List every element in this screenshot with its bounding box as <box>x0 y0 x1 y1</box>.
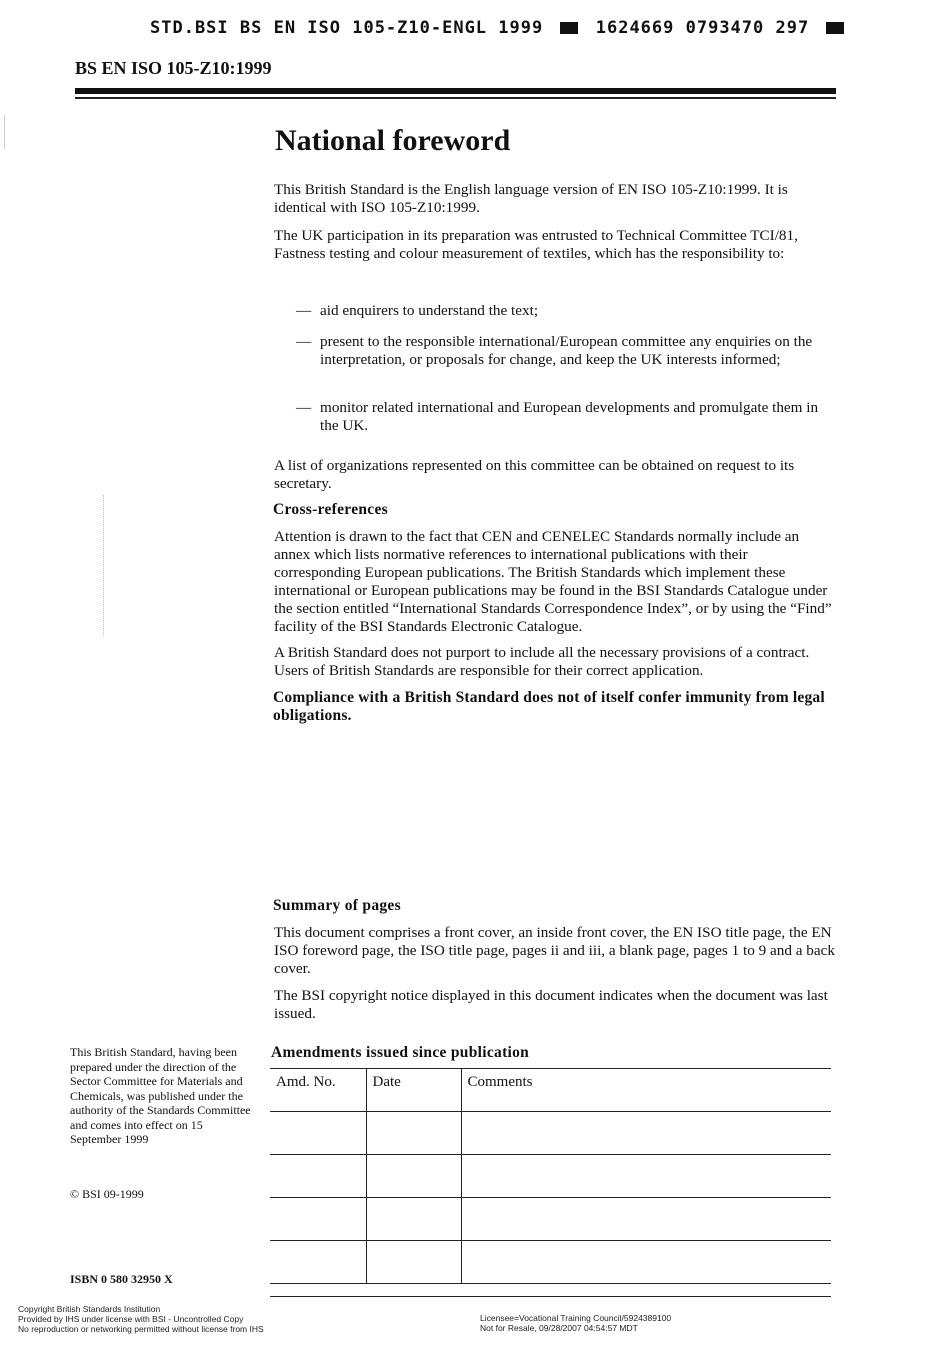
margin-dots <box>103 495 104 635</box>
isbn: ISBN 0 580 32950 X <box>70 1272 173 1286</box>
table-row <box>270 1241 831 1284</box>
table-cell <box>461 1241 831 1284</box>
table-cell <box>270 1112 366 1155</box>
column-header-amd-no: Amd. No. <box>270 1069 366 1112</box>
copyright-notice: © BSI 09-1999 <box>70 1187 144 1201</box>
footer-license-left <box>18 1304 264 1334</box>
table-cell <box>270 1155 366 1198</box>
list-item-text: monitor related international and European developments and promulgate them in the UK. <box>320 399 819 434</box>
code-text-1: STD.BSI BS EN ISO 105-Z10-ENGL 1999 <box>150 18 544 38</box>
footer-license-right <box>480 1313 671 1333</box>
table-cell <box>366 1155 461 1198</box>
paragraph-cross-references: Attention is drawn to the fact that CEN and CENELEC Standards normally include an annex which lists normative references to international publications with their corresponding European publications. The British Standards which implement these international or European publications may be found in the BSI Standards Catalogue under the section entitled “International Standards Correspondence Index”, or by using the “Find” facility of the BSI Standards Electronic Catalogue. <box>274 528 832 635</box>
footer-line: Not for Resale, 09/28/2007 04:54:57 MDT <box>480 1323 638 1333</box>
paragraph-uk-participation: The UK participation in its preparation was entrusted to Technical Committee TCI/81, Fastness testing and colour measurement of textiles, which has the responsibility to: <box>274 227 798 262</box>
column-header-comments: Comments <box>461 1069 831 1112</box>
standard-id: BS EN ISO 105-Z10:1999 <box>75 58 272 78</box>
footer-line: Provided by IHS under license with BSI - Uncontrolled Copy <box>18 1314 244 1324</box>
amendments-table <box>270 1068 831 1284</box>
table-cell <box>461 1198 831 1241</box>
page-title: National foreword <box>275 124 511 157</box>
heading-summary-of-pages: Summary of pages <box>273 897 401 914</box>
heading-amendments: Amendments issued since publication <box>271 1044 530 1061</box>
barcode-block-2 <box>826 22 844 34</box>
table-row <box>270 1155 831 1198</box>
paragraph-summary: This document comprises a front cover, an inside front cover, the EN ISO title page, the EN ISO foreword page, the ISO title page, pages ii and iii, a blank page, pages 1 to 9 and a back cover. <box>274 924 835 977</box>
paragraph-copyright-notice: The BSI copyright notice displayed in this document indicates when the document was last issued. <box>274 987 828 1022</box>
table-cell <box>461 1155 831 1198</box>
table-cell <box>366 1112 461 1155</box>
barcode-block-1 <box>560 22 578 34</box>
margin-mark <box>4 115 5 149</box>
column-header-date: Date <box>366 1069 461 1112</box>
footer-line: No reproduction or networking permitted without license from IHS <box>18 1324 264 1334</box>
footer-line: Licensee=Vocational Training Council/5924389100 <box>480 1313 672 1323</box>
header-rule-thick <box>75 88 836 94</box>
dash-marker: — <box>296 333 312 350</box>
dash-marker: — <box>296 302 312 319</box>
paragraph-compliance: Compliance with a British Standard does not of itself confer immunity from legal obligations. <box>273 689 825 724</box>
table-bottom-rule <box>270 1296 831 1297</box>
paragraph-provisions: A British Standard does not purport to include all the necessary provisions of a contract. Users of British Standards are responsible for their correct application. <box>274 644 810 679</box>
paragraph-organizations: A list of organizations represented on this committee can be obtained on request to its secretary. <box>274 457 795 492</box>
list-item-text: aid enquirers to understand the text; <box>320 302 539 319</box>
table-cell <box>366 1198 461 1241</box>
footer-line: Copyright British Standards Institution <box>18 1304 161 1314</box>
dash-marker: — <box>296 399 312 416</box>
document-control-code <box>150 18 870 38</box>
table-cell <box>461 1112 831 1155</box>
paragraph-language-version: This British Standard is the English language version of EN ISO 105-Z10:1999. It is identical with ISO 105-Z10:1999. <box>274 181 788 216</box>
code-text-2: 1624669 0793470 297 <box>595 18 810 38</box>
header-rule-thin <box>75 97 836 99</box>
list-item <box>296 399 826 435</box>
table-cell <box>366 1241 461 1284</box>
table-header-row <box>270 1069 831 1112</box>
publication-note: This British Standard, having been prepared under the direction of the Sector Committee for Materials and Chemicals, was published under the authority of the Standards Committee and comes into effect on 15 September 1999 <box>70 1045 251 1146</box>
table-cell <box>270 1241 366 1284</box>
table-row <box>270 1198 831 1241</box>
list-item <box>296 302 826 320</box>
heading-cross-references: Cross-references <box>273 501 388 518</box>
list-item-text: present to the responsible international/European committee any enquiries on the interpretation, or proposals for change, and keep the UK interests informed; <box>320 333 813 368</box>
list-item <box>296 333 826 369</box>
table-cell <box>270 1198 366 1241</box>
table-row <box>270 1112 831 1155</box>
